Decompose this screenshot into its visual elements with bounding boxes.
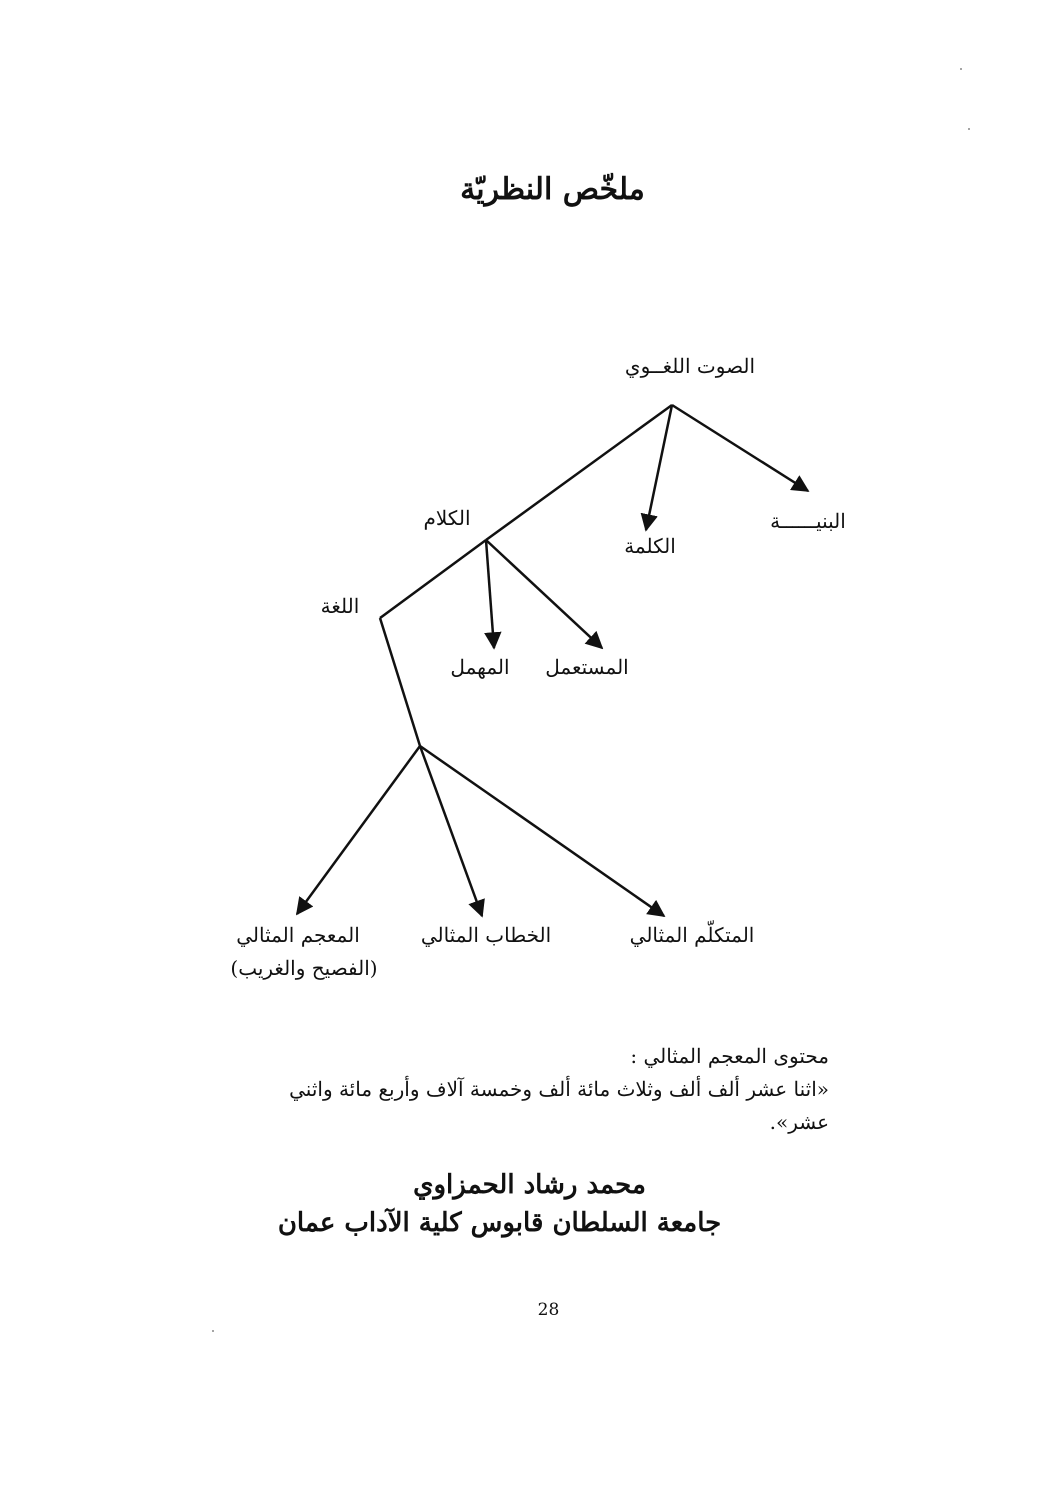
edge-root-speech <box>486 405 672 540</box>
node-ideal-lexicon-note: (الفصيح والغريب) <box>230 956 378 980</box>
lexicon-content-section <box>229 1040 829 1139</box>
node-neglected: المهمل <box>450 655 510 679</box>
edge-ideal-discourse <box>420 746 482 916</box>
page-title: ملخّص النظريّة <box>460 172 645 207</box>
edge-speech-used <box>486 540 602 648</box>
edge-language-branch <box>380 618 420 746</box>
node-linguistic-sound: الصوت اللغــوي <box>624 354 756 378</box>
node-ideal-speaker: المتكلّم المثالي <box>629 923 755 947</box>
edge-root-structure <box>672 405 808 491</box>
lexicon-content-value: «اثنا عشر ألف ألف وثلاث مائة ألف وخمسة آلاف وأربع مائة واثني عشر». <box>289 1077 829 1134</box>
author-name: محمد رشاد الحمزاوي <box>413 1170 646 1200</box>
node-structure: البنيــــــة <box>770 509 846 533</box>
node-word: الكلمة <box>624 534 676 558</box>
edge-ideal-lexicon <box>297 746 420 914</box>
edge-ideal-speaker <box>420 746 664 916</box>
node-ideal-discourse: الخطاب المثالي <box>420 923 552 947</box>
edge-root-word <box>646 405 672 530</box>
edge-speech-language <box>380 540 486 618</box>
author-affiliation: جامعة السلطان قابوس كلية الآداب عمان <box>277 1208 722 1238</box>
node-used: المستعمل <box>545 655 629 679</box>
page-number: 28 <box>537 1300 560 1320</box>
lexicon-content-label: محتوى المعجم المثالي : <box>630 1044 829 1068</box>
node-ideal-lexicon: المعجم المثالي <box>236 923 360 947</box>
node-speech: الكلام <box>423 506 471 530</box>
edge-speech-neglected <box>486 540 494 648</box>
node-language: اللغة <box>320 594 360 618</box>
